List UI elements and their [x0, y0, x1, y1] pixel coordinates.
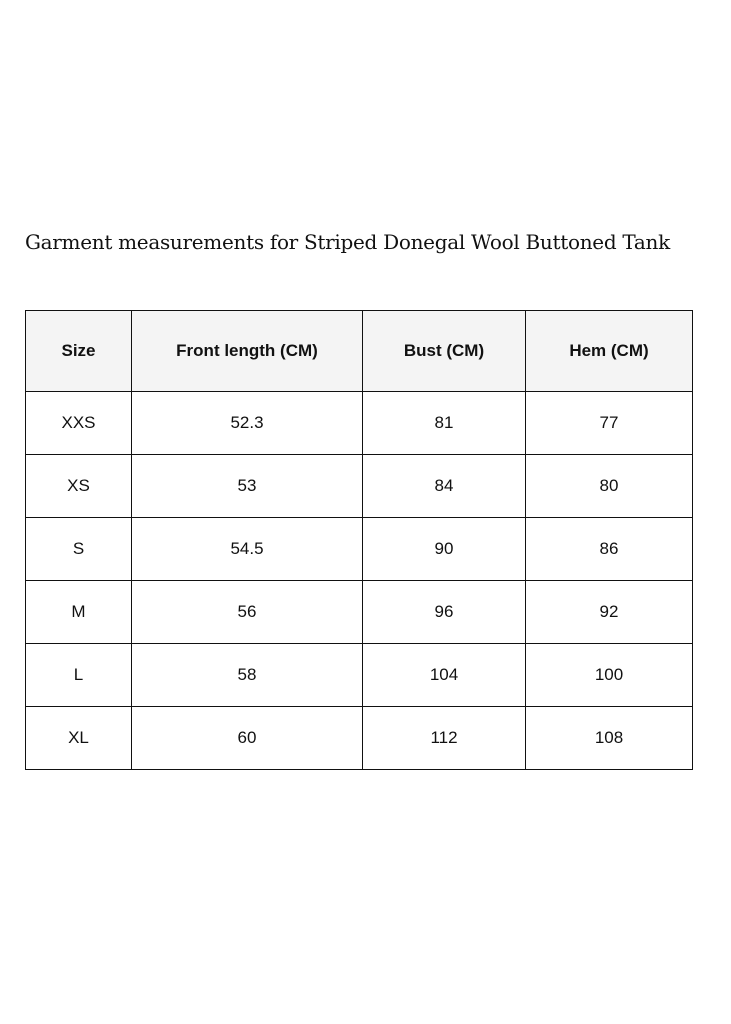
header-hem: Hem (CM) [526, 311, 693, 392]
header-size: Size [26, 311, 132, 392]
cell-hem: 100 [526, 644, 693, 707]
cell-size: M [26, 581, 132, 644]
cell-bust: 112 [363, 707, 526, 770]
cell-hem: 77 [526, 392, 693, 455]
cell-hem: 86 [526, 518, 693, 581]
cell-hem: 80 [526, 455, 693, 518]
cell-front-length: 54.5 [132, 518, 363, 581]
cell-size: S [26, 518, 132, 581]
cell-size: XL [26, 707, 132, 770]
cell-hem: 92 [526, 581, 693, 644]
cell-size: XS [26, 455, 132, 518]
header-bust: Bust (CM) [363, 311, 526, 392]
cell-front-length: 53 [132, 455, 363, 518]
table-row [26, 644, 693, 707]
cell-bust: 84 [363, 455, 526, 518]
cell-bust: 96 [363, 581, 526, 644]
table-row [26, 518, 693, 581]
measurements-table [25, 310, 693, 770]
header-front-length: Front length (CM) [132, 311, 363, 392]
cell-front-length: 58 [132, 644, 363, 707]
cell-bust: 104 [363, 644, 526, 707]
cell-front-length: 52.3 [132, 392, 363, 455]
cell-bust: 90 [363, 518, 526, 581]
cell-size: XXS [26, 392, 132, 455]
table-row [26, 707, 693, 770]
table-row [26, 581, 693, 644]
cell-front-length: 56 [132, 581, 363, 644]
table-header-row [26, 311, 693, 392]
table-row [26, 392, 693, 455]
page-title: Garment measurements for Striped Donegal Wool Buttoned Tank [25, 230, 670, 254]
cell-hem: 108 [526, 707, 693, 770]
cell-front-length: 60 [132, 707, 363, 770]
table-row [26, 455, 693, 518]
cell-bust: 81 [363, 392, 526, 455]
cell-size: L [26, 644, 132, 707]
